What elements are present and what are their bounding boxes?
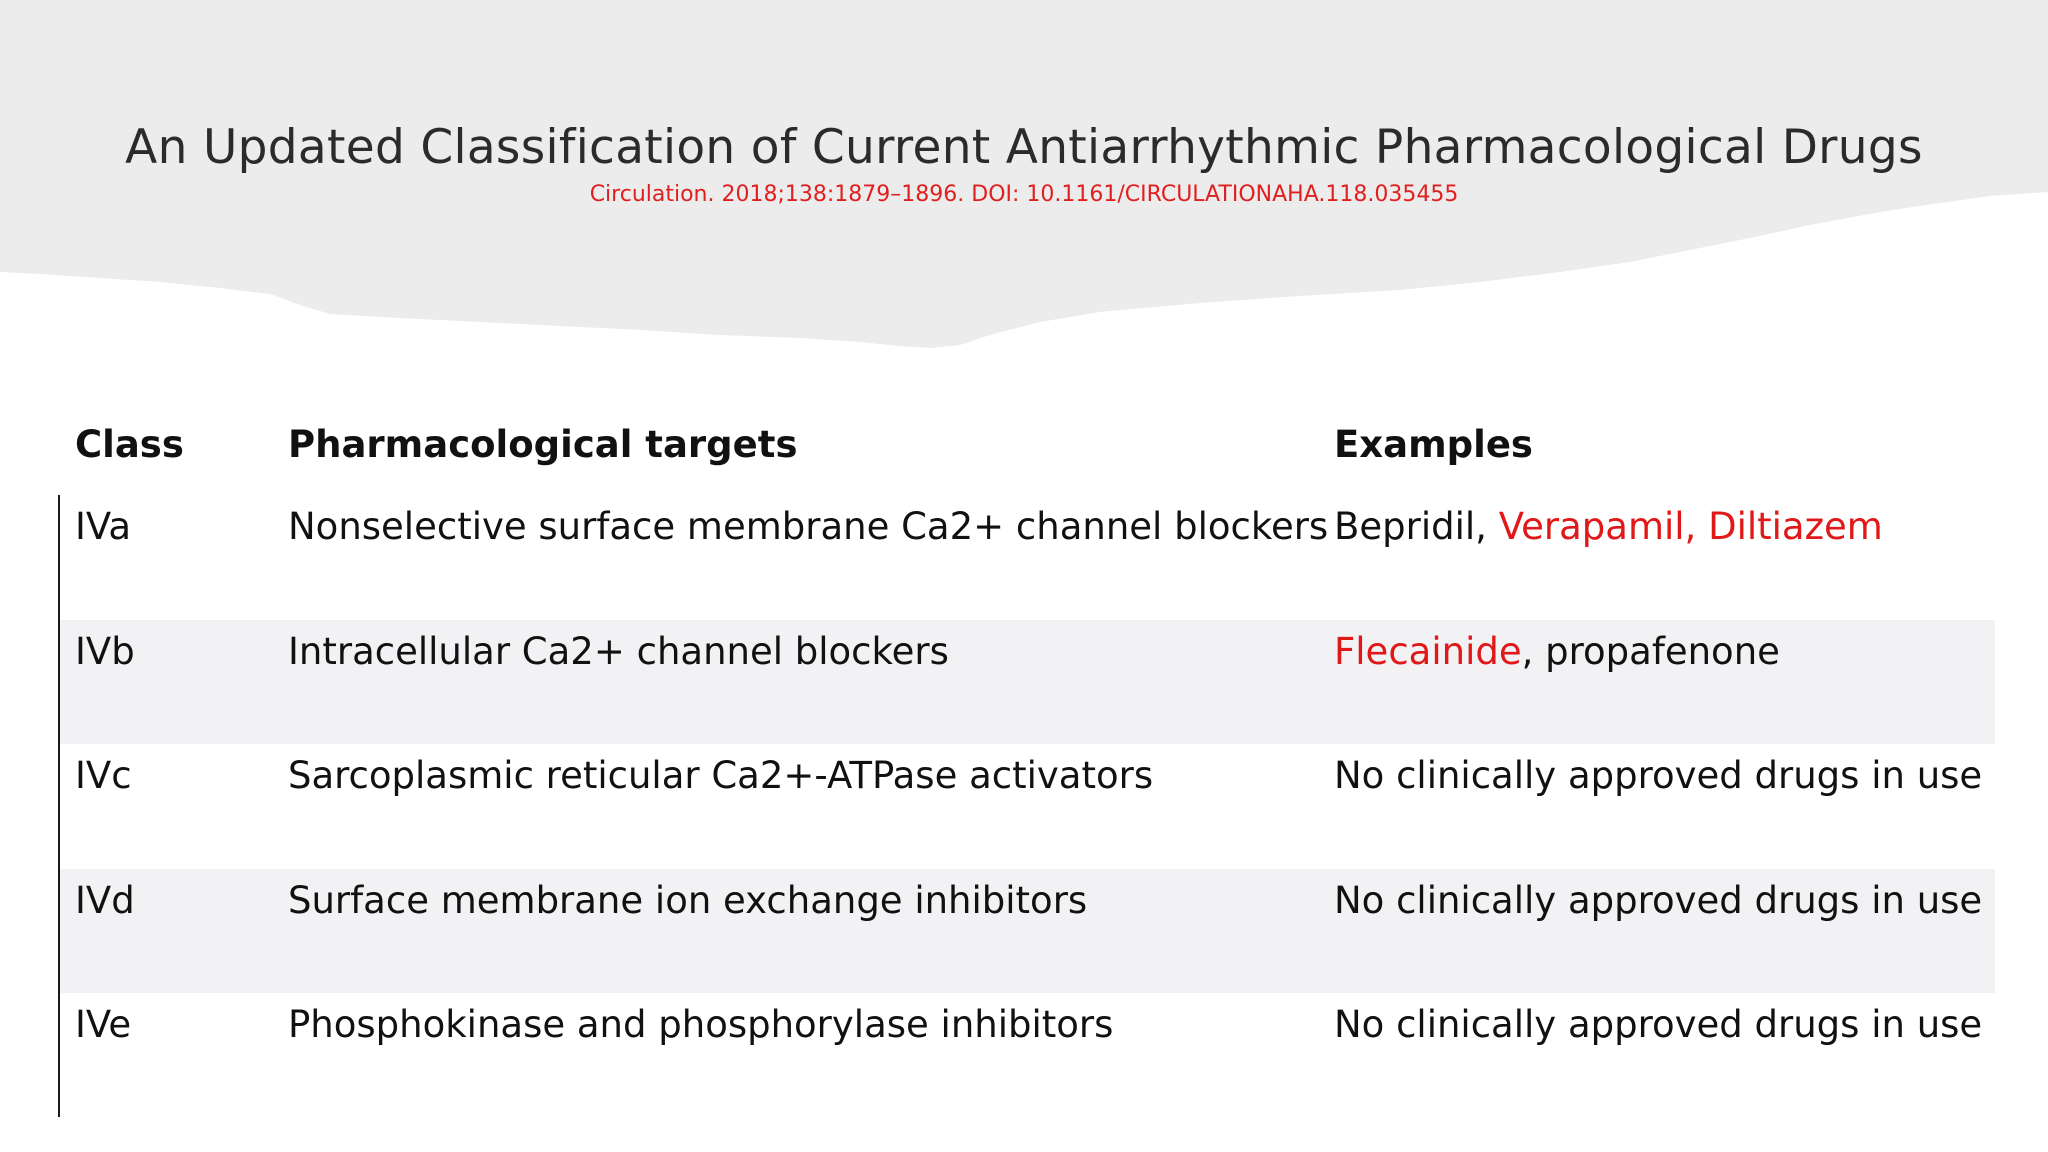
- example-text-highlighted: Verapamil, Diltiazem: [1498, 505, 1883, 548]
- row-examples: [1334, 497, 1883, 557]
- table-row: [60, 869, 1995, 994]
- example-text: No clinically approved drugs in use: [1334, 1003, 1983, 1047]
- example-text: No clinically approved drugs in use: [1334, 754, 1983, 798]
- header-band: [0, 0, 2048, 360]
- row-examples: [1334, 871, 1982, 931]
- row-class: IVd: [75, 878, 135, 922]
- header-class: Class: [75, 423, 184, 466]
- row-class: IVc: [75, 754, 132, 798]
- classification-table: [60, 405, 1995, 1118]
- table-row: [60, 993, 1995, 1118]
- slide-title: An Updated Classification of Current Antiarrhythmic Pharmacological Drugs: [125, 120, 1923, 175]
- header-targets: Pharmacological targets: [288, 423, 798, 466]
- row-class: IVb: [75, 629, 135, 673]
- row-targets: Phosphokinase and phosphorylase inhibitors: [288, 1003, 1114, 1047]
- row-examples: [1334, 622, 1780, 682]
- row-targets: Surface membrane ion exchange inhibitors: [288, 878, 1088, 922]
- example-text: No clinically approved drugs in use: [1334, 878, 1983, 922]
- table-row: [60, 495, 1995, 620]
- row-targets: Sarcoplasmic reticular Ca2+-ATPase activators: [288, 754, 1154, 798]
- row-examples: [1334, 746, 1982, 806]
- table-row: [60, 620, 1995, 745]
- example-text: Bepridil,: [1334, 505, 1499, 548]
- table-header-row: [60, 405, 1995, 495]
- row-targets: Nonselective surface membrane Ca2+ channel blockers: [288, 505, 1329, 548]
- example-text: , propafenone: [1521, 629, 1780, 673]
- table-row: [60, 744, 1995, 869]
- header-examples: Examples: [1334, 423, 1533, 466]
- row-class: IVe: [75, 1003, 132, 1047]
- citation-reference: Circulation. 2018;138:1879–1896. DOI: 10.1161/CIRCULATIONAHA.118.035455: [589, 182, 1459, 207]
- row-class: IVa: [75, 505, 132, 548]
- row-examples: [1334, 995, 1982, 1055]
- example-text-highlighted: Flecainide: [1334, 629, 1522, 673]
- row-targets: Intracellular Ca2+ channel blockers: [288, 629, 949, 673]
